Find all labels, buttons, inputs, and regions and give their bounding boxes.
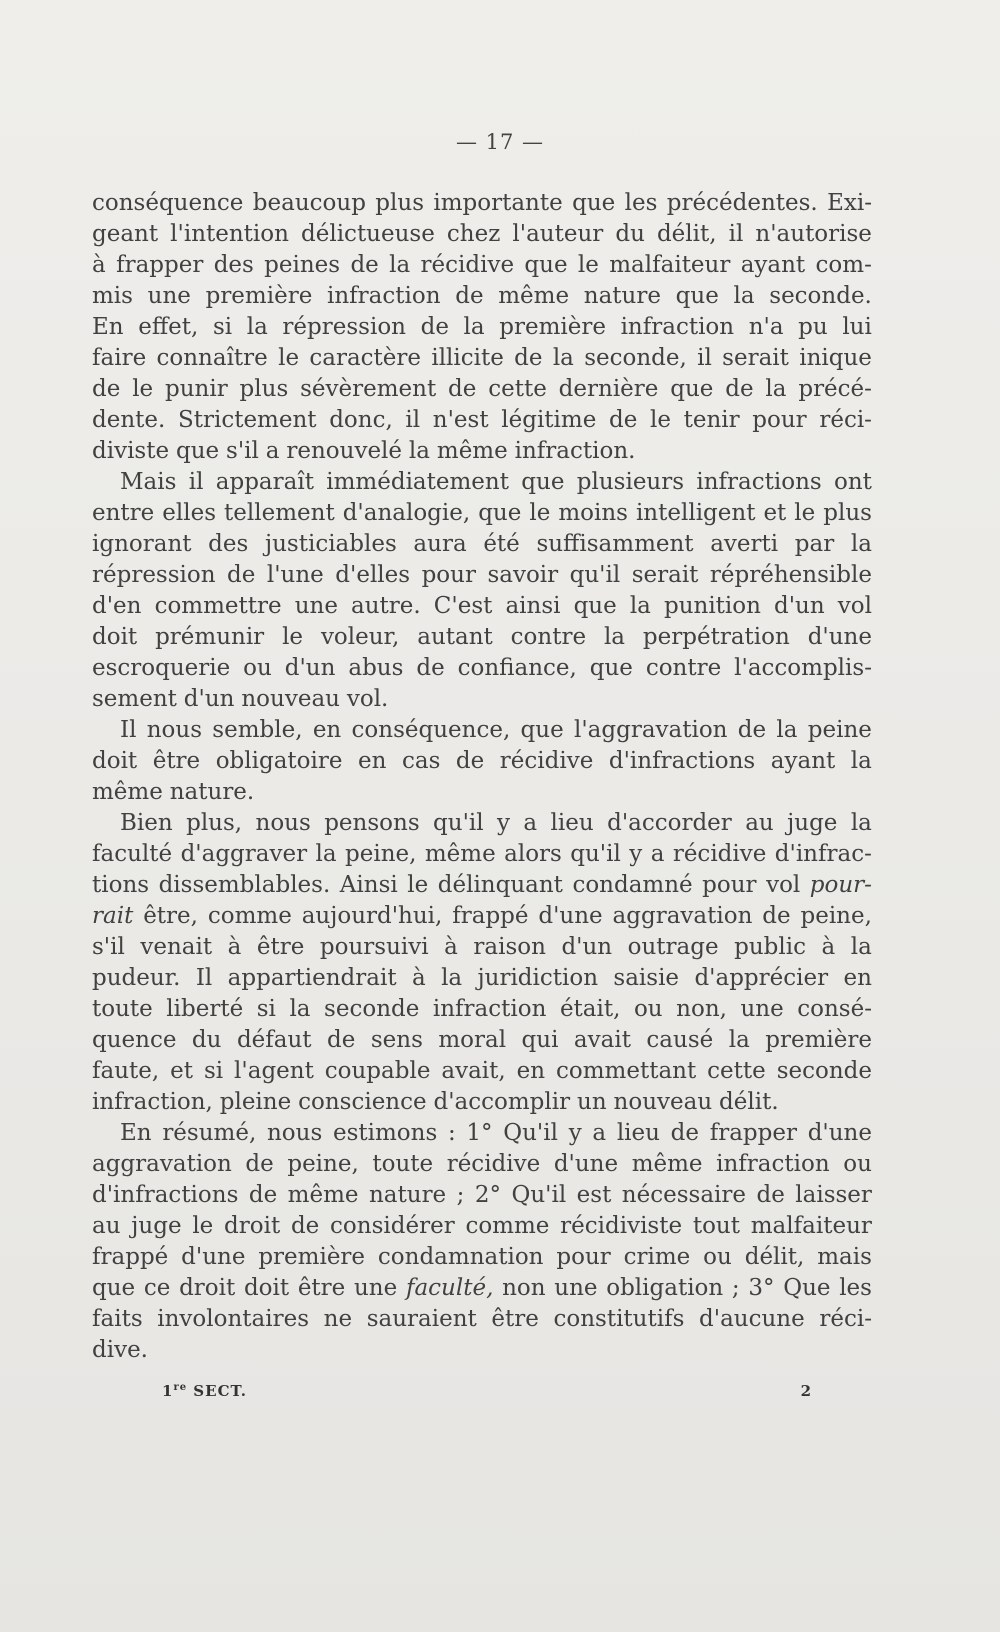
text-line: répression de l'une d'elles pour savoir qu'il serait répréhensible [92, 562, 872, 588]
text-line: de le punir plus sévèrement de cette dernière que de la précé- [92, 376, 872, 402]
text-line: diviste que s'il a renouvelé la même infraction. [92, 438, 636, 464]
body-text [92, 188, 872, 1366]
text-line: dive. [92, 1337, 148, 1363]
text-line: s'il venait à être poursuivi à raison d'un outrage public à la [92, 934, 872, 960]
text-line: entre elles tellement d'analogie, que le moins intelligent et le plus [92, 500, 872, 526]
text-line: Il nous semble, en conséquence, que l'aggravation de la peine [120, 717, 872, 743]
text-line: doit être obligatoire en cas de récidive d'infractions ayant la [92, 748, 872, 774]
text-line: En résumé, nous estimons : 1° Qu'il y a lieu de frapper d'une [120, 1120, 872, 1146]
text-line: geant l'intention délictueuse chez l'auteur du délit, il n'autorise [92, 221, 872, 247]
text-line: faculté d'aggraver la peine, même alors qu'il y a récidive d'infrac- [92, 841, 872, 867]
gathering-number: 2 [800, 1382, 812, 1400]
text-line: faire connaître le caractère illicite de la seconde, il serait inique [92, 345, 872, 371]
text-line: Bien plus, nous pensons qu'il y a lieu d'accorder au juge la [120, 810, 872, 836]
text-line: tions dissemblables. Ainsi le délinquant condamné pour vol pour- [92, 872, 872, 898]
text-line: escroquerie ou d'un abus de confiance, que contre l'accomplis- [92, 655, 872, 681]
text-line: faits involontaires ne sauraient être constitutifs d'aucune réci- [92, 1306, 872, 1332]
section-signature: 1re SECT. [162, 1382, 247, 1400]
page-number: — 17 — [455, 130, 545, 154]
text-line: conséquence beaucoup plus importante que les précédentes. Exi- [92, 190, 872, 216]
text-line: à frapper des peines de la récidive que le malfaiteur ayant com- [92, 252, 872, 278]
text-line: En effet, si la répression de la première infraction n'a pu lui [92, 314, 872, 340]
text-line: d'infractions de même nature ; 2° Qu'il est nécessaire de laisser [92, 1182, 872, 1208]
text-line: au juge le droit de considérer comme récidiviste tout malfaiteur [92, 1213, 872, 1239]
text-line: aggravation de peine, toute récidive d'une même infraction ou [92, 1151, 872, 1177]
text-line: faute, et si l'agent coupable avait, en commettant cette seconde [92, 1058, 872, 1084]
text-line: frappé d'une première condamnation pour crime ou délit, mais [92, 1244, 872, 1270]
text-line: même nature. [92, 779, 255, 805]
text-line: sement d'un nouveau vol. [92, 686, 389, 712]
text-line: ignorant des justiciables aura été suffisamment averti par la [92, 531, 872, 557]
page-footer [162, 1382, 812, 1400]
text-line: quence du défaut de sens moral qui avait causé la première [92, 1027, 872, 1053]
text-line: rait être, comme aujourd'hui, frappé d'une aggravation de peine, [92, 903, 872, 929]
text-line: mis une première infraction de même nature que la seconde. [92, 283, 872, 309]
text-line: doit prémunir le voleur, autant contre la perpétration d'une [92, 624, 872, 650]
text-line: toute liberté si la seconde infraction était, ou non, une consé- [92, 996, 872, 1022]
text-line: d'en commettre une autre. C'est ainsi que la punition d'un vol [92, 593, 872, 619]
text-line: pudeur. Il appartiendrait à la juridiction saisie d'apprécier en [92, 965, 872, 991]
text-line: Mais il apparaît immédiatement que plusieurs infractions ont [120, 469, 872, 495]
text-line: que ce droit doit être une faculté, non une obligation ; 3° Que les [92, 1275, 872, 1301]
text-line: dente. Strictement donc, il n'est légitime de le tenir pour réci- [92, 407, 872, 433]
text-line: infraction, pleine conscience d'accomplir un nouveau délit. [92, 1089, 779, 1115]
